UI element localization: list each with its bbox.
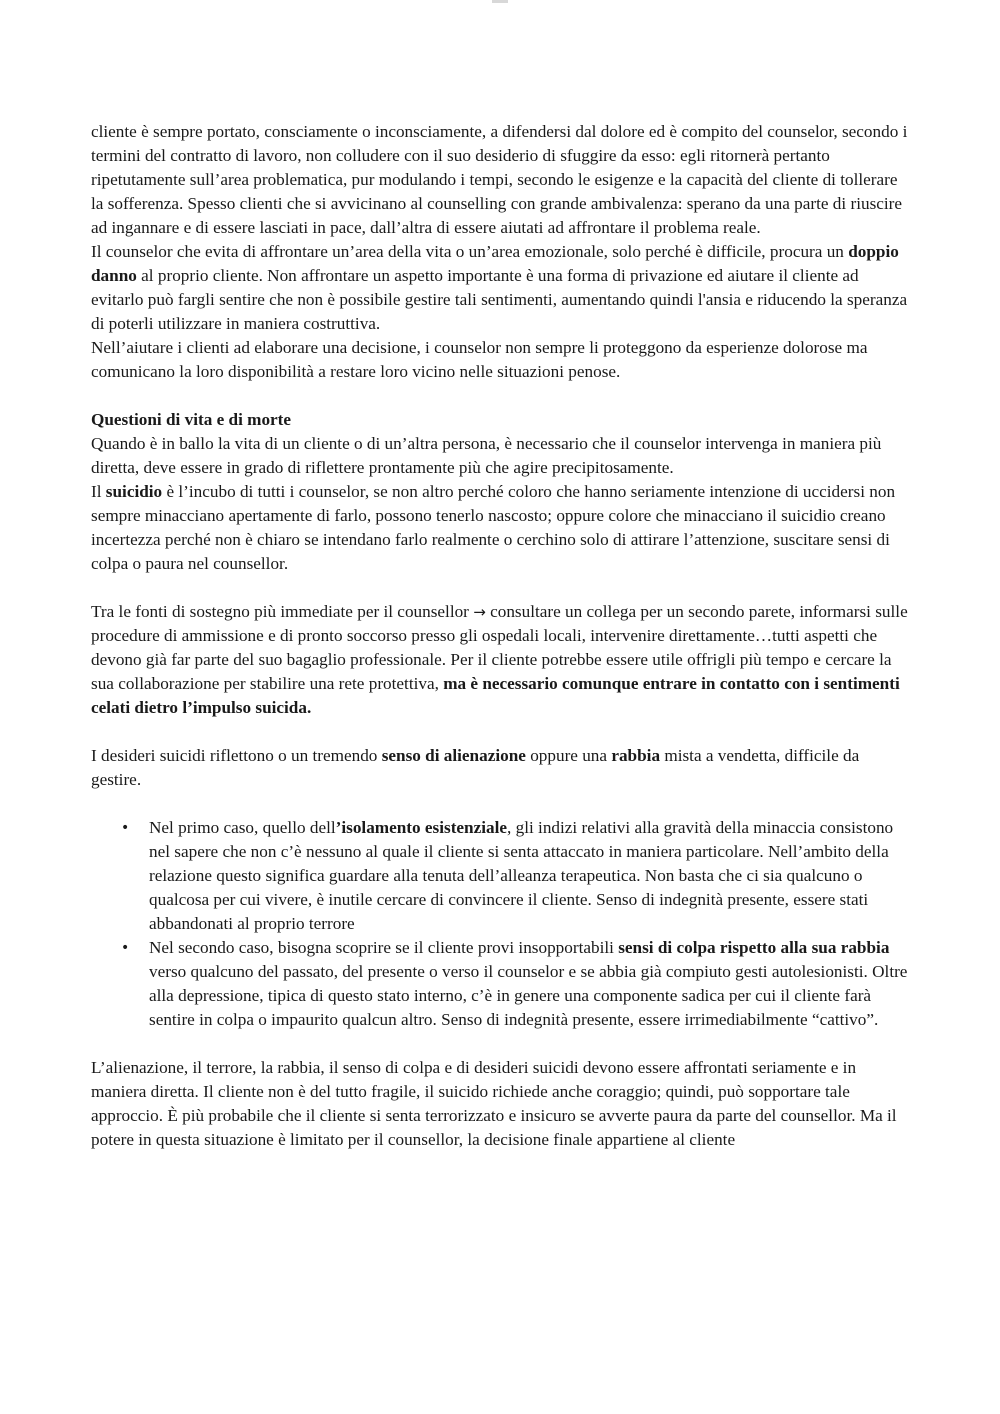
text-run: I desideri suicidi riflettono o un tremendo [91, 746, 382, 765]
text-run: Tra le fonti di sostegno più immediate per il counsellor [91, 602, 474, 621]
bold-anger: rabbia [611, 746, 661, 765]
bold-suicide: suicidio [105, 482, 163, 501]
text-run: Nel primo caso, quello dell [149, 818, 336, 837]
text-run: Il counselor che evita di affrontare un’area della vita o un’area emozionale, solo perché è difficile, procura un [91, 242, 849, 261]
text-run: oppure una [525, 746, 612, 765]
bullet-icon: • [121, 820, 130, 836]
bullet-list [91, 816, 911, 1032]
spacer [91, 384, 911, 408]
list-item [121, 936, 911, 1032]
bold-isolation: ’isolamento esistenziale [335, 818, 508, 837]
document-page [91, 120, 911, 1152]
text-run: Nel secondo caso, bisogna scoprire se il cliente provi insopportabili [149, 938, 619, 957]
spacer [91, 720, 911, 744]
bold-alienation: senso di alienazione [381, 746, 526, 765]
text-run: verso qualcuno del passato, del presente o verso il counselor e se abbia già compiuto gesti autolesionisti. Oltre alla depressione, tipica di questo stato interno, c’è in genere una componente sadica per cui il cliente farà sentire in colpa o impaurito qualcun altro. Senso di indegnità presente, essere irrimediabilmente “cattivo”. [149, 962, 908, 1029]
text-run: mista a vendetta, difficile da gestire. [91, 746, 860, 789]
bullet-icon: • [121, 940, 130, 956]
paragraph-decision: Nell’aiutare i clienti ad elaborare una decisione, i counselor non sempre li proteggono da esperienze dolorose ma comunicano la loro disponibilità a restare loro vicino nelle situazioni penose. [91, 338, 868, 381]
text-run: al proprio cliente. Non affrontare un aspetto importante è una forma di privazione ed aiutare il cliente ad evitarlo può fargli sentire che non è possibile gestire tali sentimenti, aumentando quindi l'ansia e riducendo la speranza di poterli utilizzare in maniera costruttiva. [91, 266, 908, 333]
text-run: , gli indizi relativi alla gravità della minaccia consistono nel sapere che non c’è nessuno al quale il cliente si senta attaccato in maniera particolare. Nell’ambito della relazione questo significa guardare alla tenuta dell’alleanza terapeutica. Non basta che ci sia qualcuno o qualcosa per cui vivere, è inutile cercare di convincere il cliente. Senso di indegnità presente, essere stati abbandonati al proprio terrore [149, 818, 894, 933]
section-heading: Questioni di vita e di morte [91, 410, 292, 429]
spacer [91, 792, 911, 816]
paragraph-suicidal-desires [91, 744, 911, 792]
paragraph-life-danger: Quando è in ballo la vita di un cliente o di un’altra persona, è necessario che il counselor intervenga in maniera più diretta, deve essere in grado di riflettere prontamente più che agire precipitosamente. [91, 434, 882, 477]
bold-contact-feelings: ma è necessario comunque entrare in contatto con i sentimenti celati dietro l’impulso suicida. [91, 674, 900, 717]
paragraph-continuation: cliente è sempre portato, consciamente o inconsciamente, a difendersi dal dolore ed è compito del counselor, secondo i termini del contratto di lavoro, non colludere con il suo desiderio di sfuggire da esso: egli ritornerà pertanto ripetutamente sull’area problematica, pur modulando i tempi, secondo le esigenze e la capacità del cliente di tollerare la sofferenza. Spesso clienti che si avvicinano al counselling con grande ambivalenza: sperano da una parte di riuscire ad ingannare e di essere lasciati in pace, dall’altra di essere aiutati ad affrontare il problema reale. [91, 122, 908, 237]
paragraph-suicide [91, 480, 911, 576]
text-run: consultare un collega per un secondo parete, informarsi sulle procedure di ammissione e di pronto soccorso presso gli ospedali locali, intervenire direttamente…tutti aspetti che devono già far parte del suo bagaglio professionale. Per il cliente potrebbe essere utile offrigli più tempo e cercare la sua collaborazione per stabilire una rete protettiva, [91, 602, 908, 693]
text-run: è l’incubo di tutti i counselor, se non altro perché coloro che hanno seriamente intenzione di uccidersi non sempre minacciano apertamente di farlo, possono tenerlo nascosto; oppure colore che minacciano il suicidio creano incertezza perché non è chiaro se intendano farlo realmente o cerchino solo di attirare l’attenzione, suscitare sensi di colpa o paura nel counsellor. [91, 482, 896, 573]
right-arrow-icon: → [473, 603, 486, 621]
paragraph-support-sources [91, 600, 911, 720]
spacer [91, 576, 911, 600]
bold-guilt: sensi di colpa rispetto alla sua rabbia [618, 938, 890, 957]
page-header-mark [492, 0, 508, 3]
text-run: Il [91, 482, 106, 501]
spacer [91, 1032, 911, 1056]
paragraph-conclusion: L’alienazione, il terrore, la rabbia, il senso di colpa e di desideri suicidi devono essere affrontati seriamente e in maniera diretta. Il cliente non è del tutto fragile, il suicido richiede anche coraggio; quindi, può sopportare tale approccio. È più probabile che il cliente si senta terrorizzato e insicuro se avverte paura da parte del counsellor. Ma il potere in questa situazione è limitato per il counsellor, la decisione finale appartiene al cliente [91, 1058, 897, 1149]
bold-double-damage: doppio danno [91, 242, 899, 285]
list-item [121, 816, 911, 936]
paragraph-double-damage [91, 240, 911, 336]
